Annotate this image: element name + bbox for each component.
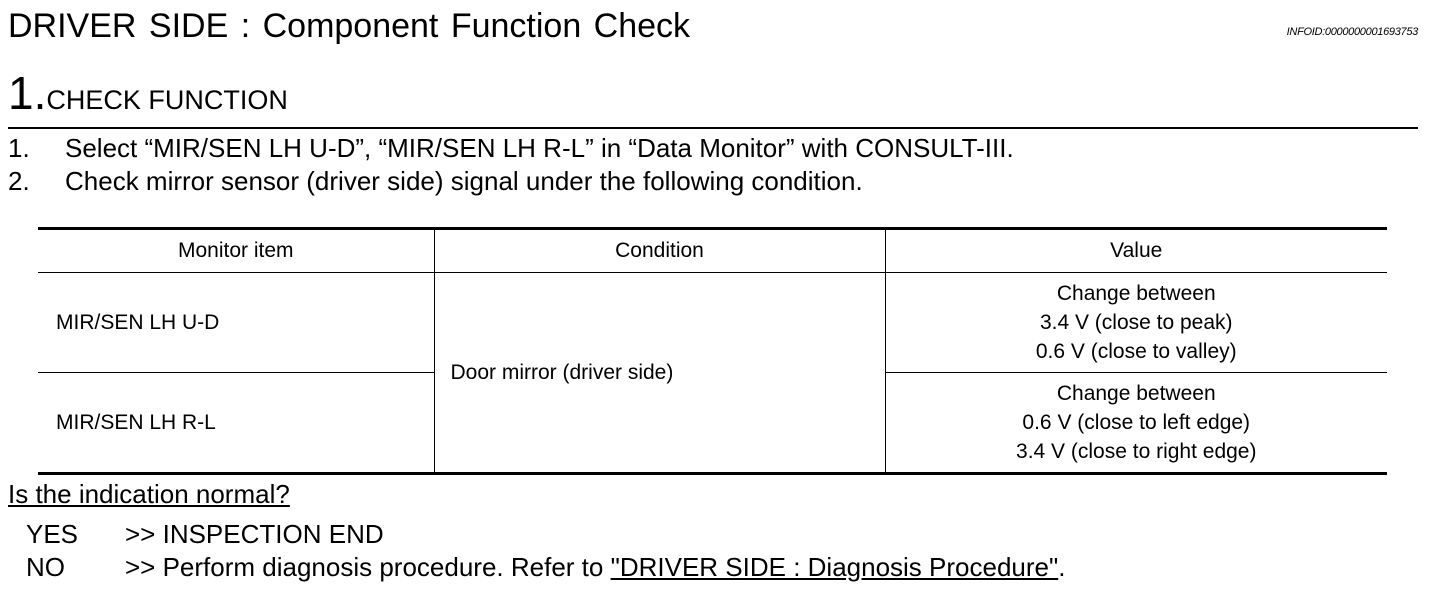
step-title: CHECK FUNCTION xyxy=(46,85,288,115)
instruction-item xyxy=(8,132,1014,165)
answer-no-text xyxy=(125,551,1065,584)
value-cell xyxy=(885,273,1387,373)
value-line: 0.6 V (close to left edge) xyxy=(1022,411,1251,434)
answer-no-prefix: >> Perform diagnosis procedure. Refer to xyxy=(125,552,611,582)
step-heading xyxy=(8,68,288,130)
instruction-text: Select “MIR/SEN LH U-D”, “MIR/SEN LH R-L” in “Data Monitor” with CONSULT-III. xyxy=(65,133,1014,163)
heading-divider xyxy=(8,127,1418,129)
answer-no-key: NO xyxy=(26,552,65,582)
question-text: Is the indication normal? xyxy=(8,479,290,509)
answer-list xyxy=(26,518,1065,584)
instruction-number: 1. xyxy=(8,133,30,163)
monitor-item-cell: MIR/SEN LH R-L xyxy=(38,373,434,474)
column-header-value: Value xyxy=(885,229,1387,273)
instruction-list xyxy=(8,132,1014,198)
column-header-condition: Condition xyxy=(434,229,885,273)
table-row xyxy=(38,273,1387,373)
answer-yes-text: >> INSPECTION END xyxy=(125,519,384,549)
value-cell xyxy=(885,373,1387,474)
info-id: INFOID:0000000001693753 xyxy=(1286,26,1418,38)
answer-no-suffix: . xyxy=(1058,552,1066,582)
answer-no xyxy=(26,551,1065,584)
value-line: 3.4 V (close to peak) xyxy=(1039,311,1233,334)
diagnosis-procedure-link[interactable]: "DRIVER SIDE : Diagnosis Procedure" xyxy=(610,552,1059,582)
step-number: 1. xyxy=(8,67,47,119)
answer-yes-key: YES xyxy=(26,519,79,549)
condition-cell: Door mirror (driver side) xyxy=(434,273,885,474)
monitor-table xyxy=(38,227,1387,475)
column-header-monitor-item: Monitor item xyxy=(38,229,434,273)
value-line: Change between xyxy=(1056,382,1216,405)
value-line: 3.4 V (close to right edge) xyxy=(1016,440,1257,463)
page-title: DRIVER SIDE : Component Function Check xyxy=(8,7,691,45)
value-line: 0.6 V (close to valley) xyxy=(1035,340,1237,363)
table-header-row xyxy=(38,229,1387,273)
instruction-text: Check mirror sensor (driver side) signal under the following condition. xyxy=(65,166,863,196)
instruction-number: 2. xyxy=(8,166,30,196)
value-line: Change between xyxy=(1056,282,1216,305)
monitor-item-cell: MIR/SEN LH U-D xyxy=(38,273,434,373)
answer-yes xyxy=(26,518,1065,551)
instruction-item xyxy=(8,165,1014,198)
